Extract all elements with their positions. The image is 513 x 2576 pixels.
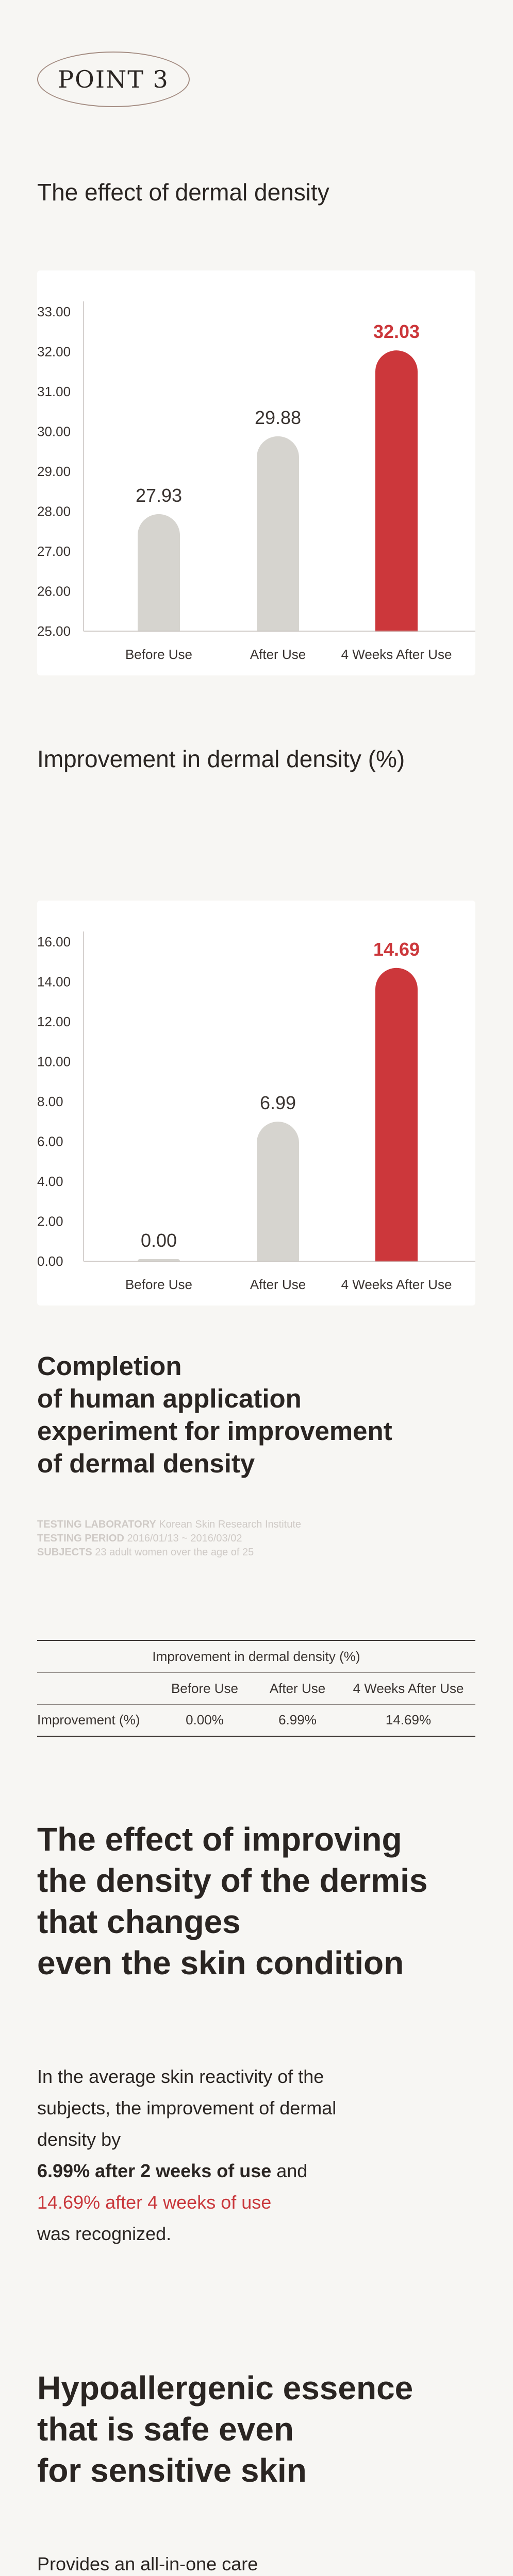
completion-headline xyxy=(37,1350,392,1480)
hypo-headline-line: that is safe even xyxy=(37,2411,294,2448)
hypo-headline xyxy=(37,2367,413,2491)
hypo-line: Provides an all-in-one care xyxy=(37,2553,258,2574)
chart-bar xyxy=(257,436,299,652)
x-category-label: After Use xyxy=(250,647,306,662)
completion-headline-line: of dermal density xyxy=(37,1449,255,1478)
y-tick-label: 10.00 xyxy=(37,1054,71,1070)
chart2-title: Improvement in dermal density (%) xyxy=(37,745,405,772)
table-cell: 6.99% xyxy=(254,1704,341,1736)
y-tick-label: 6.00 xyxy=(37,1133,63,1149)
y-tick-label: 32.00 xyxy=(37,344,71,360)
effect-and-text: and xyxy=(271,2160,308,2181)
effect-line: In the average skin reactivity of the xyxy=(37,2066,324,2087)
y-tick-label: 33.00 xyxy=(37,304,71,319)
table-col-header: 4 Weeks After Use xyxy=(341,1672,475,1704)
period-value: 2016/01/13 ~ 2016/03/02 xyxy=(127,1533,242,1544)
table-col-header: After Use xyxy=(254,1672,341,1704)
hypo-paragraph xyxy=(37,2549,290,2576)
y-tick-label: 4.00 xyxy=(37,1174,63,1189)
effect-headline-line: even the skin condition xyxy=(37,1944,404,1981)
y-tick-label: 31.00 xyxy=(37,384,71,399)
chart-bar xyxy=(375,350,418,652)
effect-red-text: 14.69% after 4 weeks of use xyxy=(37,2192,272,2213)
effect-headline-line: The effect of improving xyxy=(37,1821,402,1858)
chart2-svg xyxy=(37,901,475,1306)
point-badge-label: POINT 3 xyxy=(58,65,169,93)
hypo-headline-line: for sensitive skin xyxy=(37,2452,307,2489)
effect-bold-text: 6.99% after 2 weeks of use xyxy=(37,2160,272,2181)
effect-headline xyxy=(37,1819,427,1984)
y-tick-label: 12.00 xyxy=(37,1014,71,1029)
hypo-headline-line: Hypoallergenic essence xyxy=(37,2369,413,2406)
y-tick-label: 30.00 xyxy=(37,423,71,439)
table-row-label: Improvement (%) xyxy=(37,1704,156,1736)
table-header-empty xyxy=(37,1672,156,1704)
subjects-key: SUBJECTS xyxy=(37,1547,92,1558)
x-category-label: 4 Weeks After Use xyxy=(341,1277,452,1292)
y-tick-label: 27.00 xyxy=(37,544,71,559)
lab-value: Korean Skin Research Institute xyxy=(159,1519,302,1530)
y-tick-label: 2.00 xyxy=(37,1213,63,1229)
data-label: 6.99 xyxy=(259,1092,296,1114)
chart1-title: The effect of dermal density xyxy=(37,179,329,206)
completion-meta xyxy=(37,1518,301,1560)
y-tick-label: 14.00 xyxy=(37,974,71,990)
data-label: 29.88 xyxy=(254,406,302,428)
completion-headline-line: of human application xyxy=(37,1384,302,1413)
y-tick-label: 8.00 xyxy=(37,1094,63,1109)
table-cell: 14.69% xyxy=(341,1704,475,1736)
chart-bar xyxy=(375,968,418,1282)
data-label: 14.69 xyxy=(373,938,420,960)
bar-base-mask xyxy=(137,1262,181,1265)
table-col-header: Before Use xyxy=(156,1672,254,1704)
data-label: 0.00 xyxy=(140,1230,177,1251)
y-tick-label: 0.00 xyxy=(37,1253,63,1269)
x-category-label: 4 Weeks After Use xyxy=(341,647,452,662)
y-tick-label: 28.00 xyxy=(37,503,71,519)
point-badge xyxy=(37,52,190,107)
chart2-card xyxy=(37,901,475,1306)
effect-line: density by xyxy=(37,2129,121,2150)
x-category-label: Before Use xyxy=(125,1277,193,1292)
data-label: 27.93 xyxy=(135,484,183,506)
chart-bar xyxy=(138,514,180,652)
effect-line: subjects, the improvement of dermal xyxy=(37,2097,337,2119)
data-label: 32.03 xyxy=(373,321,420,343)
chart-bar xyxy=(257,1122,299,1282)
lab-key: TESTING LABORATORY xyxy=(37,1519,156,1530)
effect-headline-line: that changes xyxy=(37,1903,241,1940)
y-tick-label: 26.00 xyxy=(37,583,71,599)
chart1-card xyxy=(37,270,475,675)
table-cell: 0.00% xyxy=(156,1704,254,1736)
results-table xyxy=(37,1640,475,1737)
effect-paragraph xyxy=(37,2061,336,2249)
effect-headline-line: the density of the dermis xyxy=(37,1862,428,1899)
chart1-svg xyxy=(37,270,475,675)
period-key: TESTING PERIOD xyxy=(37,1533,124,1544)
x-category-label: Before Use xyxy=(125,647,193,662)
y-tick-label: 29.00 xyxy=(37,464,71,479)
table-caption: Improvement in dermal density (%) xyxy=(37,1640,475,1672)
subjects-value: 23 adult women over the age of 25 xyxy=(95,1547,254,1558)
y-tick-label: 25.00 xyxy=(37,623,71,639)
completion-headline-line: experiment for improvement xyxy=(37,1416,392,1446)
completion-headline-line: Completion xyxy=(37,1351,182,1381)
y-tick-label: 16.00 xyxy=(37,934,71,950)
x-category-label: After Use xyxy=(250,1277,306,1292)
effect-line: was recognized. xyxy=(37,2223,172,2244)
